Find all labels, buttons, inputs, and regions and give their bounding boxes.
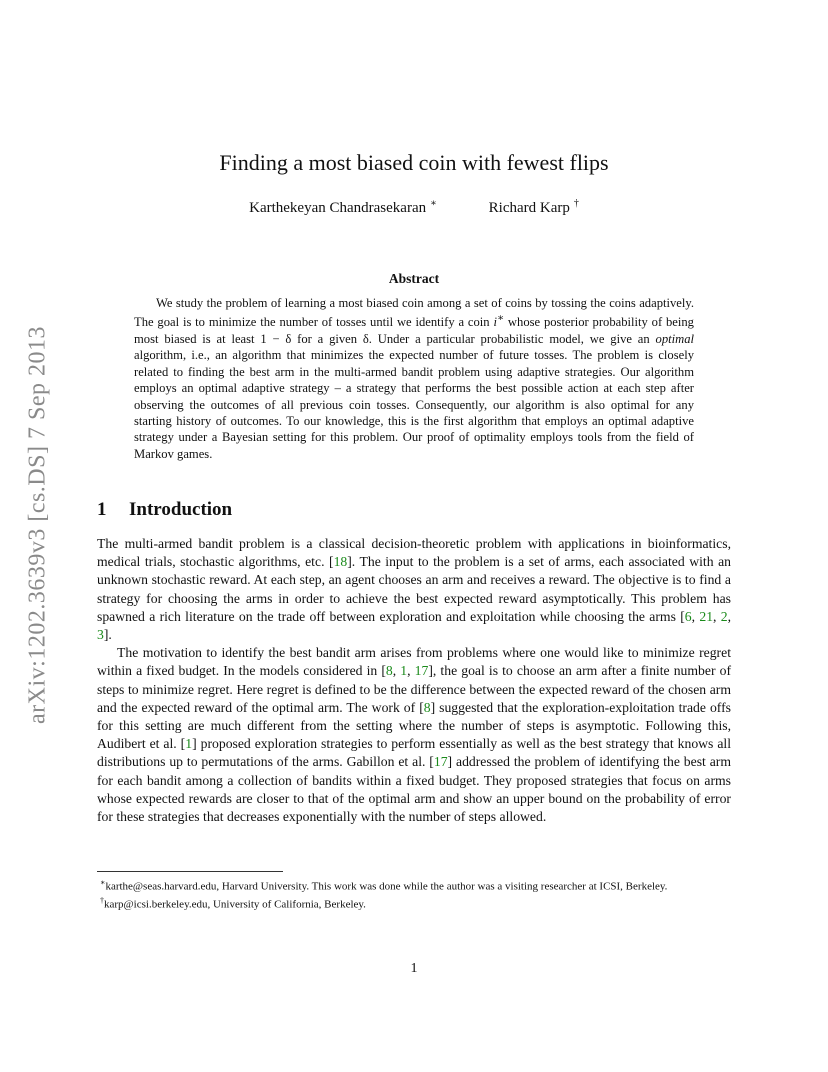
citation-link[interactable]: 2 [720, 608, 728, 624]
abstract-part: whose posterior probability of being most biased is at least 1 − δ for a given δ. Under a particular probabilistic model, we give an [134, 315, 694, 346]
citation-link[interactable]: 21 [699, 608, 714, 624]
citation-link[interactable]: 8 [423, 699, 431, 715]
paragraph [97, 644, 731, 826]
abstract-heading: Abstract [388, 271, 440, 286]
text-run: ], the goal is to choose an arm after a finite number of steps to minimize regret. Here regret is defined to be the difference between the expected reward of the chosen arm and the expected reward of the optimal arm. The work of [ [97, 663, 732, 715]
body-text [97, 535, 731, 826]
footnote-text: karthe@seas.harvard.edu, Harvard University. This work was done while the author was a visiting researcher at ICSI, Berkeley. [105, 880, 668, 893]
text-run: The motivation to identify the best bandit arm arises from problems where one would like to minimize regret within a fixed budget. In the models considered in [ [97, 645, 731, 679]
text-run: ] suggested that the exploration-exploitation trade offs for this setting are much different from the setting where the number of steps is asymptotic. Following this, Audibert et al. [ [97, 699, 731, 752]
text-run: ] addressed the problem of identifying the best arm for each bandit among a collection of bandits within a fixed budget. They proposed strategies that focus on arms whose expected rewards are closer to that of the optimal arm and show an upper bound on the probability of error for these strategies that decreases exponentially with the number of steps allowed. [97, 754, 731, 825]
citation-link[interactable]: 1 [400, 663, 408, 679]
text-run: The multi-armed bandit problem is a classical decision-theoretic problem with applications in bioinformatics, medical trials, stochastic algorithms, etc. [ [97, 536, 731, 570]
citation-link[interactable]: 6 [684, 608, 692, 624]
paragraph [97, 535, 731, 644]
citation-link[interactable]: 17 [414, 663, 429, 679]
citation-link[interactable]: 8 [385, 663, 393, 679]
author-name: Karthekeyan Chandrasekaran [249, 200, 427, 216]
arxiv-stamp [18, 300, 58, 750]
arxiv-stamp-text: arXiv:1202.3639v3 [cs.DS] 7 Sep 2013 [24, 326, 51, 724]
abstract-part: algorithm, i.e., an algorithm that minimizes the expected number of future tosses. The problem is closely related to finding the best arm in the multi-armed bandit problem using adaptive strategies. Our algorithm employs an optimal adaptive strategy – a strategy that performs the best possible action at each step after observing the outcomes of all previous coin tosses. Consequently, our algorithm is also optimal for any starting history of outcomes. To our knowledge, this is the first algorithm that employs an optimal adaptive strategy under a Bayesian setting for this problem. Our proof of optimality employs tools from the field of Markov games. [134, 348, 694, 461]
text-run: ] proposed exploration strategies to perform essentially as well as the best strategy that knows all distributions up to permutations of the arms. Gabillon et al. [ [97, 736, 731, 770]
footnote-text: karp@icsi.berkeley.edu, University of California, Berkeley. [104, 898, 366, 911]
paper-title: Finding a most biased coin with fewest flips [219, 150, 609, 175]
citation-link[interactable]: 3 [97, 627, 104, 643]
footnotes [84, 876, 732, 912]
section-number: 1 [97, 499, 107, 520]
text-run: , [727, 608, 732, 624]
text-run: , [392, 663, 401, 679]
text-run: , [691, 608, 700, 624]
text-run: , [407, 663, 415, 679]
abstract-part: We study the problem of learning a most biased coin among a set of coins by tossing the coins adaptively. The goal is to minimize the number of tosses until we identify a coin [134, 296, 694, 330]
abstract-text [134, 295, 694, 462]
footnote [84, 876, 732, 894]
citation-link[interactable]: 17 [433, 754, 448, 770]
text-run: , [713, 608, 721, 624]
author-list [0, 198, 828, 217]
citation-link[interactable]: 1 [185, 736, 193, 752]
author-name: Richard Karp [488, 200, 570, 216]
text-run: ]. [103, 627, 112, 643]
text-run: ]. The input to the problem is a set of arms, each associated with an unknown stochastic reward. At each step, an agent chooses an arm and receives a reward. The objective is to find a strategy for choosing the arms in order to achieve the best expected reward asymptotically. This problem has spawned a rich literature on the trade off between exploration and exploitation while choosing the arms [ [97, 554, 731, 624]
citation-link[interactable]: 18 [333, 554, 348, 570]
author-2 [489, 198, 579, 217]
section-heading [97, 499, 232, 521]
author-mark: † [573, 198, 579, 209]
math-sup: ∗ [496, 313, 505, 325]
section-title: Introduction [129, 499, 233, 520]
author-1 [249, 198, 437, 217]
page-number: 1 [410, 961, 418, 976]
emphasis: optimal [655, 332, 694, 346]
footnote-rule [97, 871, 283, 872]
footnote [84, 894, 732, 912]
math-var: i [493, 315, 497, 330]
footnote-mark: † [100, 896, 104, 906]
footnote-mark: ∗ [100, 878, 106, 887]
author-mark: ∗ [430, 198, 437, 209]
